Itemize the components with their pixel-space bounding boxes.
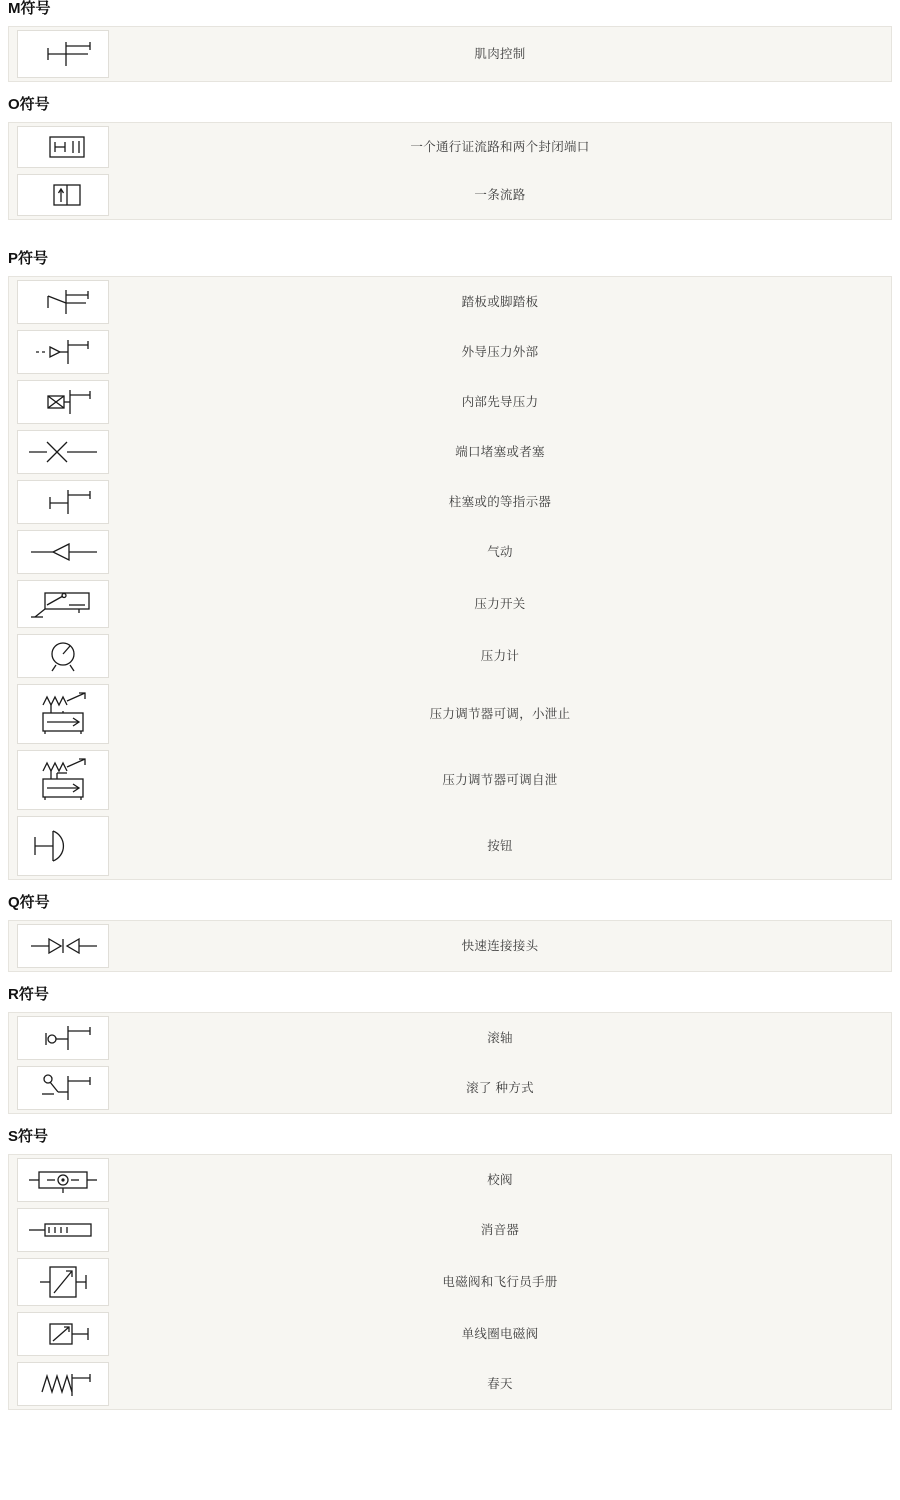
table-row: [9, 377, 891, 427]
symbol-description: 一条流路: [474, 188, 526, 202]
push-button-symbol: [17, 816, 109, 876]
symbol-description: 电磁阀和飞行员手册: [442, 1275, 558, 1289]
spring-symbol: [17, 1362, 109, 1406]
symbol-description: 踏板或脚踏板: [461, 295, 539, 309]
pneumatic-symbol: [17, 530, 109, 574]
section-m: [0, 0, 900, 82]
table-row: [9, 527, 891, 577]
table-row: [9, 1155, 891, 1205]
plunger-or-spool-indicator-symbol: [17, 480, 109, 524]
symbol-table: [8, 276, 892, 880]
roller-one-way-symbol: [17, 1066, 109, 1110]
table-row: [9, 1309, 891, 1359]
one-flow-path-symbol: [17, 174, 109, 216]
symbol-description: 柱塞或的等指示器: [448, 495, 552, 509]
section-r: [0, 986, 900, 1114]
pressure-switch-symbol: [17, 580, 109, 628]
silencer-symbol: [17, 1208, 109, 1252]
quick-connect-coupling-symbol: [17, 924, 109, 968]
section-heading: Q符号: [8, 894, 50, 911]
symbol-description: 压力调节器可调自泄: [442, 773, 558, 787]
roller-symbol: [17, 1016, 109, 1060]
symbol-table: [8, 1012, 892, 1114]
table-row: [9, 427, 891, 477]
muscle-control-symbol: [17, 30, 109, 78]
port-plug-or-plugged-symbol: [17, 430, 109, 474]
symbol-description: 端口堵塞或者塞: [455, 445, 545, 459]
table-row: [9, 921, 891, 971]
section-heading: P符号: [8, 250, 49, 267]
table-row: [9, 1255, 891, 1309]
table-row: [9, 27, 891, 81]
table-row: [9, 577, 891, 631]
table-row: [9, 1359, 891, 1409]
symbol-table: [8, 920, 892, 972]
solenoid-and-pilot-valve-symbol: [17, 1258, 109, 1306]
table-row: [9, 477, 891, 527]
one-flow-path-two-closed-ports-symbol: [17, 126, 109, 168]
symbol-description: 消音器: [480, 1223, 520, 1237]
symbol-description: 压力计: [480, 649, 520, 663]
symbol-description: 压力开关: [474, 597, 526, 611]
section-o: [0, 96, 900, 220]
symbol-table: [8, 122, 892, 220]
symbol-description: 按钮: [487, 839, 513, 853]
table-row: [9, 1013, 891, 1063]
table-row: [9, 123, 891, 171]
internal-pilot-pressure-symbol: [17, 380, 109, 424]
symbol-description: 一个通行证流路和两个封闭端口: [410, 140, 590, 154]
table-row: [9, 1205, 891, 1255]
symbol-description: 气动: [487, 545, 513, 559]
table-row: [9, 1063, 891, 1113]
symbol-table: [8, 1154, 892, 1410]
table-row: [9, 631, 891, 681]
pressure-regulator-adjustable-self-relieving-symbol: [17, 750, 109, 810]
symbol-description: 外导压力外部: [461, 345, 539, 359]
symbol-description: 内部先导压力: [461, 395, 539, 409]
table-row: [9, 747, 891, 813]
symbol-description: 春天: [487, 1377, 513, 1391]
symbol-description: 滚了 种方式: [466, 1081, 534, 1095]
pedal-or-treadle-symbol: [17, 280, 109, 324]
section-heading: S符号: [8, 1128, 49, 1145]
table-row: [9, 277, 891, 327]
symbol-description: 滚轴: [487, 1031, 513, 1045]
symbol-description: 压力调节器可调，小泄止: [429, 707, 571, 721]
section-heading: R符号: [8, 986, 49, 1003]
table-row: [9, 681, 891, 747]
section-q: [0, 894, 900, 972]
section-p: [0, 250, 900, 880]
table-row: [9, 327, 891, 377]
symbol-table: [8, 26, 892, 82]
section-s: [0, 1128, 900, 1410]
shuttle-valve-symbol: [17, 1158, 109, 1202]
symbol-description: 快速连接接头: [461, 939, 539, 953]
table-row: [9, 171, 891, 219]
pressure-regulator-adjustable-relieving-symbol: [17, 684, 109, 744]
symbol-description: 肌肉控制: [474, 47, 526, 61]
symbol-description: 校阀: [487, 1173, 513, 1187]
external-pilot-pressure-symbol: [17, 330, 109, 374]
section-heading: O符号: [8, 96, 50, 113]
section-heading: M符号: [8, 0, 51, 17]
single-solenoid-valve-symbol: [17, 1312, 109, 1356]
pressure-gauge-symbol: [17, 634, 109, 678]
symbol-description: 单线圈电磁阀: [461, 1327, 539, 1341]
table-row: [9, 813, 891, 879]
